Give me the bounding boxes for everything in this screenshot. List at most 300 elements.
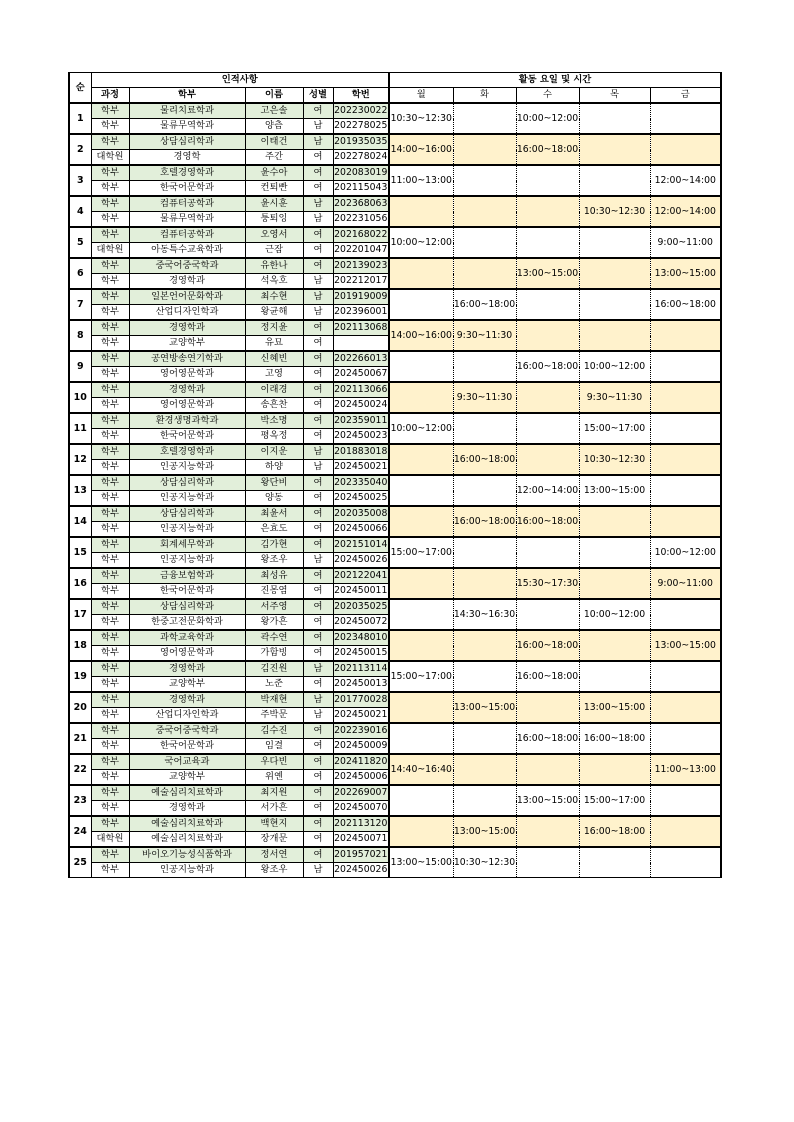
student-id-cell: 202450026 — [333, 863, 389, 878]
name-cell: 왕가흔 — [245, 615, 303, 631]
name-cell: 박소명 — [245, 413, 303, 429]
name-cell: 주박문 — [245, 708, 303, 724]
student-id-cell: 201919009 — [333, 289, 389, 305]
time-slot-tue — [453, 785, 516, 816]
time-slot-fri — [650, 506, 721, 537]
name-cell: 퉁퇴잉 — [245, 212, 303, 228]
schedule-group — [69, 413, 721, 444]
time-slot-wed: 16:00~18:00 — [516, 351, 579, 382]
course-cell: 학부 — [91, 320, 129, 336]
student-id-cell: 202113120 — [333, 816, 389, 832]
schedule-group — [69, 165, 721, 196]
department-cell: 인공지능학과 — [129, 522, 245, 538]
time-slot-wed: 13:00~15:00 — [516, 785, 579, 816]
gender-cell: 여 — [303, 398, 333, 414]
time-slot-thu — [579, 289, 650, 320]
time-slot-thu: 16:00~18:00 — [579, 723, 650, 754]
student-id-cell: 202035025 — [333, 599, 389, 615]
time-slot-mon: 10:00~12:00 — [389, 413, 453, 444]
course-cell: 학부 — [91, 444, 129, 460]
time-slot-tue: 13:00~15:00 — [453, 692, 516, 723]
schedule-group — [69, 227, 721, 258]
student-id-cell: 202450011 — [333, 584, 389, 600]
student-id-cell: 201935035 — [333, 134, 389, 150]
time-slot-wed — [516, 413, 579, 444]
table-header — [69, 73, 721, 104]
schedule-group — [69, 103, 721, 134]
gender-cell: 여 — [303, 537, 333, 553]
day-header-mon: 월 — [389, 88, 453, 104]
gender-cell: 여 — [303, 165, 333, 181]
course-cell: 학부 — [91, 708, 129, 724]
seq-number: 9 — [69, 351, 91, 382]
gender-cell: 여 — [303, 367, 333, 383]
table-row — [69, 134, 721, 150]
department-cell: 한국어문학과 — [129, 739, 245, 755]
student-id-cell: 202139023 — [333, 258, 389, 274]
seq-number: 25 — [69, 847, 91, 878]
schedule-group — [69, 661, 721, 692]
gender-cell: 남 — [303, 274, 333, 290]
time-slot-tue: 9:30~11:30 — [453, 320, 516, 351]
schedule-group — [69, 630, 721, 661]
schedule-group — [69, 537, 721, 568]
time-slot-tue — [453, 413, 516, 444]
name-cell: 석옥호 — [245, 274, 303, 290]
student-id-cell: 202278025 — [333, 119, 389, 135]
name-cell: 최수현 — [245, 289, 303, 305]
time-slot-mon — [389, 444, 453, 475]
student-id-cell: 202450015 — [333, 646, 389, 662]
time-slot-thu — [579, 630, 650, 661]
day-header-tue: 화 — [453, 88, 516, 104]
department-cell: 인공지능학과 — [129, 553, 245, 569]
time-slot-wed — [516, 847, 579, 878]
course-cell: 학부 — [91, 677, 129, 693]
course-cell: 대학원 — [91, 150, 129, 166]
table-row — [69, 537, 721, 553]
name-cell: 왕단비 — [245, 475, 303, 491]
gender-cell: 여 — [303, 599, 333, 615]
table-row — [69, 165, 721, 181]
time-slot-wed — [516, 816, 579, 847]
seq-header: 순 — [69, 73, 91, 104]
time-slot-fri: 9:00~11:00 — [650, 227, 721, 258]
time-slot-fri — [650, 816, 721, 847]
department-cell: 인공지능학과 — [129, 491, 245, 507]
seq-number: 22 — [69, 754, 91, 785]
time-slot-fri — [650, 723, 721, 754]
time-slot-thu — [579, 847, 650, 878]
student-id-cell: 202335040 — [333, 475, 389, 491]
name-cell: 은효도 — [245, 522, 303, 538]
time-slot-wed: 16:00~18:00 — [516, 506, 579, 537]
course-cell: 학부 — [91, 537, 129, 553]
time-slot-thu — [579, 754, 650, 785]
time-slot-thu: 15:00~17:00 — [579, 785, 650, 816]
department-cell: 산업디자인학과 — [129, 305, 245, 321]
course-cell: 학부 — [91, 553, 129, 569]
department-cell: 상담심리학과 — [129, 599, 245, 615]
time-slot-wed — [516, 289, 579, 320]
name-cell: 서주영 — [245, 599, 303, 615]
student-id-cell: 202035008 — [333, 506, 389, 522]
gender-cell: 여 — [303, 615, 333, 631]
student-id-cell: 202083019 — [333, 165, 389, 181]
time-slot-mon: 11:00~13:00 — [389, 165, 453, 196]
department-cell: 상담심리학과 — [129, 506, 245, 522]
schedule-group — [69, 258, 721, 289]
time-slot-thu — [579, 537, 650, 568]
name-cell: 서가흔 — [245, 801, 303, 817]
time-slot-thu: 15:00~17:00 — [579, 413, 650, 444]
table-row — [69, 692, 721, 708]
time-slot-thu: 13:00~15:00 — [579, 475, 650, 506]
course-cell: 학부 — [91, 274, 129, 290]
time-slot-thu: 10:30~12:30 — [579, 196, 650, 227]
table-row — [69, 847, 721, 863]
seq-number: 21 — [69, 723, 91, 754]
student-id-cell: 202450024 — [333, 398, 389, 414]
seq-number: 17 — [69, 599, 91, 630]
seq-number: 2 — [69, 134, 91, 165]
gender-cell: 여 — [303, 258, 333, 274]
name-cell: 장개문 — [245, 832, 303, 848]
time-slot-thu — [579, 568, 650, 599]
gender-cell: 남 — [303, 212, 333, 228]
schedule-group — [69, 754, 721, 785]
course-cell: 학부 — [91, 584, 129, 600]
name-cell: 정서연 — [245, 847, 303, 863]
department-cell: 경영학과 — [129, 801, 245, 817]
course-cell: 학부 — [91, 181, 129, 197]
name-cell: 신혜빈 — [245, 351, 303, 367]
time-slot-fri: 9:00~11:00 — [650, 568, 721, 599]
schedule-group — [69, 692, 721, 723]
seq-number: 7 — [69, 289, 91, 320]
student-id-cell — [333, 336, 389, 352]
gender-cell: 여 — [303, 568, 333, 584]
time-slot-tue — [453, 258, 516, 289]
time-slot-thu: 9:30~11:30 — [579, 382, 650, 413]
time-slot-thu — [579, 320, 650, 351]
time-slot-thu — [579, 661, 650, 692]
gender-cell: 여 — [303, 506, 333, 522]
seq-number: 15 — [69, 537, 91, 568]
time-slot-mon: 15:00~17:00 — [389, 537, 453, 568]
course-cell: 학부 — [91, 305, 129, 321]
gender-cell: 여 — [303, 336, 333, 352]
course-cell: 학부 — [91, 413, 129, 429]
time-slot-tue — [453, 196, 516, 227]
gender-cell: 여 — [303, 351, 333, 367]
time-slot-fri — [650, 599, 721, 630]
schedule-group — [69, 723, 721, 754]
student-id-cell: 202239016 — [333, 723, 389, 739]
gender-cell: 여 — [303, 181, 333, 197]
gender-cell: 여 — [303, 320, 333, 336]
time-slot-mon: 10:30~12:30 — [389, 103, 453, 134]
name-cell: 왕조우 — [245, 553, 303, 569]
student-id-cell: 202450009 — [333, 739, 389, 755]
student-id-header: 학번 — [333, 88, 389, 104]
time-slot-fri — [650, 103, 721, 134]
schedule-group — [69, 785, 721, 816]
course-cell: 학부 — [91, 801, 129, 817]
time-slot-thu: 10:30~12:30 — [579, 444, 650, 475]
student-id-cell: 202450026 — [333, 553, 389, 569]
time-slot-wed: 16:00~18:00 — [516, 661, 579, 692]
gender-cell: 남 — [303, 460, 333, 476]
name-cell: 유묘 — [245, 336, 303, 352]
day-header-wed: 수 — [516, 88, 579, 104]
gender-cell: 여 — [303, 243, 333, 259]
seq-number: 14 — [69, 506, 91, 537]
department-cell: 한국어문학과 — [129, 584, 245, 600]
gender-cell: 여 — [303, 785, 333, 801]
time-slot-tue: 13:00~15:00 — [453, 816, 516, 847]
course-cell: 학부 — [91, 398, 129, 414]
table-row — [69, 196, 721, 212]
student-id-cell: 202278024 — [333, 150, 389, 166]
schedule-group — [69, 196, 721, 227]
department-cell: 경영학과 — [129, 692, 245, 708]
gender-cell: 남 — [303, 305, 333, 321]
course-cell: 학부 — [91, 692, 129, 708]
table-row — [69, 816, 721, 832]
time-slot-fri: 10:00~12:00 — [650, 537, 721, 568]
time-slot-mon: 14:40~16:40 — [389, 754, 453, 785]
course-cell: 학부 — [91, 491, 129, 507]
table-row — [69, 258, 721, 274]
time-slot-mon: 13:00~15:00 — [389, 847, 453, 878]
table-row — [69, 475, 721, 491]
student-id-cell: 202113066 — [333, 382, 389, 398]
time-slot-fri — [650, 413, 721, 444]
gender-cell: 여 — [303, 677, 333, 693]
time-slot-fri — [650, 351, 721, 382]
time-slot-mon — [389, 816, 453, 847]
department-cell: 영어영문학과 — [129, 646, 245, 662]
name-cell: 김가현 — [245, 537, 303, 553]
time-slot-fri — [650, 785, 721, 816]
department-cell: 예술심리치료학과 — [129, 832, 245, 848]
time-slot-wed — [516, 382, 579, 413]
name-cell: 진몽염 — [245, 584, 303, 600]
schedule-group — [69, 568, 721, 599]
table-row — [69, 599, 721, 615]
time-slot-wed: 15:30~17:30 — [516, 568, 579, 599]
time-slot-tue: 16:00~18:00 — [453, 506, 516, 537]
table-row — [69, 785, 721, 801]
time-slot-fri — [650, 320, 721, 351]
table-row — [69, 444, 721, 460]
student-id-cell: 202359011 — [333, 413, 389, 429]
name-cell: 가함빙 — [245, 646, 303, 662]
department-cell: 금융보험학과 — [129, 568, 245, 584]
course-cell: 학부 — [91, 429, 129, 445]
time-slot-tue: 14:30~16:30 — [453, 599, 516, 630]
student-id-cell: 202230022 — [333, 103, 389, 119]
time-slot-mon: 15:00~17:00 — [389, 661, 453, 692]
student-id-cell: 202450013 — [333, 677, 389, 693]
department-cell: 인공지능학과 — [129, 460, 245, 476]
personal-info-header: 인적사항 — [91, 73, 389, 88]
course-cell: 학부 — [91, 227, 129, 243]
gender-cell: 여 — [303, 150, 333, 166]
department-cell: 공연방송연기학과 — [129, 351, 245, 367]
course-cell: 학부 — [91, 289, 129, 305]
time-slot-tue — [453, 475, 516, 506]
course-cell: 학부 — [91, 134, 129, 150]
schedule-group — [69, 134, 721, 165]
department-cell: 경영학과 — [129, 382, 245, 398]
name-header: 이름 — [245, 88, 303, 104]
time-slot-mon — [389, 506, 453, 537]
time-slot-fri — [650, 444, 721, 475]
student-id-cell: 201883018 — [333, 444, 389, 460]
time-slot-mon — [389, 599, 453, 630]
gender-cell: 남 — [303, 444, 333, 460]
course-cell: 학부 — [91, 196, 129, 212]
time-slot-tue: 9:30~11:30 — [453, 382, 516, 413]
name-cell: 평옥정 — [245, 429, 303, 445]
schedule-group — [69, 382, 721, 413]
name-cell: 김진원 — [245, 661, 303, 677]
gender-cell: 여 — [303, 754, 333, 770]
time-slot-wed: 12:00~14:00 — [516, 475, 579, 506]
activity-time-header: 활동 요일 및 시간 — [389, 73, 721, 88]
table-row — [69, 382, 721, 398]
time-slot-tue — [453, 723, 516, 754]
table-row — [69, 103, 721, 119]
department-cell: 한중고전문화학과 — [129, 615, 245, 631]
time-slot-wed — [516, 320, 579, 351]
time-slot-wed: 16:00~18:00 — [516, 134, 579, 165]
course-cell: 학부 — [91, 615, 129, 631]
time-slot-fri — [650, 475, 721, 506]
course-cell: 학부 — [91, 630, 129, 646]
time-slot-mon — [389, 289, 453, 320]
table-row — [69, 754, 721, 770]
time-slot-wed — [516, 196, 579, 227]
course-cell: 학부 — [91, 568, 129, 584]
student-id-cell: 202450067 — [333, 367, 389, 383]
time-slot-thu: 16:00~18:00 — [579, 816, 650, 847]
time-slot-mon — [389, 785, 453, 816]
schedule-group — [69, 351, 721, 382]
time-slot-wed: 16:00~18:00 — [516, 723, 579, 754]
gender-cell: 여 — [303, 739, 333, 755]
name-cell: 노준 — [245, 677, 303, 693]
time-slot-wed — [516, 599, 579, 630]
student-id-cell: 202411820 — [333, 754, 389, 770]
student-id-cell: 202212017 — [333, 274, 389, 290]
student-id-cell: 202113114 — [333, 661, 389, 677]
time-slot-fri: 16:00~18:00 — [650, 289, 721, 320]
seq-number: 6 — [69, 258, 91, 289]
course-cell: 학부 — [91, 460, 129, 476]
gender-cell: 여 — [303, 723, 333, 739]
name-cell: 근잠 — [245, 243, 303, 259]
time-slot-fri — [650, 692, 721, 723]
name-cell: 오영서 — [245, 227, 303, 243]
department-cell: 물리치료학과 — [129, 103, 245, 119]
student-id-cell: 201957021 — [333, 847, 389, 863]
student-id-cell: 202450071 — [333, 832, 389, 848]
department-cell: 중국어중국학과 — [129, 723, 245, 739]
gender-cell: 여 — [303, 382, 333, 398]
gender-cell: 남 — [303, 289, 333, 305]
seq-number: 20 — [69, 692, 91, 723]
student-id-cell: 202115043 — [333, 181, 389, 197]
department-cell: 물류무역학과 — [129, 212, 245, 228]
course-cell: 학부 — [91, 382, 129, 398]
time-slot-tue: 10:30~12:30 — [453, 847, 516, 878]
student-id-cell: 202450070 — [333, 801, 389, 817]
name-cell: 양동 — [245, 491, 303, 507]
schedule-group — [69, 444, 721, 475]
gender-cell: 남 — [303, 708, 333, 724]
course-cell: 학부 — [91, 723, 129, 739]
course-header: 과정 — [91, 88, 129, 104]
name-cell: 양츰 — [245, 119, 303, 135]
student-id-cell: 202122041 — [333, 568, 389, 584]
course-cell: 학부 — [91, 785, 129, 801]
time-slot-mon — [389, 630, 453, 661]
time-slot-mon — [389, 258, 453, 289]
gender-cell: 여 — [303, 630, 333, 646]
student-id-cell: 202368063 — [333, 196, 389, 212]
name-cell: 하양 — [245, 460, 303, 476]
department-cell: 과학교육학과 — [129, 630, 245, 646]
course-cell: 학부 — [91, 212, 129, 228]
time-slot-thu — [579, 506, 650, 537]
department-cell: 교양학부 — [129, 770, 245, 786]
time-slot-tue — [453, 351, 516, 382]
seq-number: 11 — [69, 413, 91, 444]
name-cell: 고영 — [245, 367, 303, 383]
time-slot-fri: 12:00~14:00 — [650, 196, 721, 227]
gender-cell: 남 — [303, 692, 333, 708]
time-slot-mon: 10:00~12:00 — [389, 227, 453, 258]
department-cell: 산업디자인학과 — [129, 708, 245, 724]
gender-cell: 여 — [303, 770, 333, 786]
table-row — [69, 227, 721, 243]
student-id-cell: 202348010 — [333, 630, 389, 646]
time-slot-tue — [453, 165, 516, 196]
gender-cell: 여 — [303, 847, 333, 863]
gender-cell: 남 — [303, 863, 333, 878]
course-cell: 학부 — [91, 599, 129, 615]
table-row — [69, 630, 721, 646]
time-slot-tue — [453, 134, 516, 165]
course-cell: 대학원 — [91, 243, 129, 259]
schedule-group — [69, 847, 721, 878]
gender-cell: 남 — [303, 661, 333, 677]
time-slot-tue — [453, 227, 516, 258]
gender-cell: 여 — [303, 522, 333, 538]
student-id-cell: 202396001 — [333, 305, 389, 321]
course-cell: 학부 — [91, 351, 129, 367]
gender-cell: 여 — [303, 227, 333, 243]
department-cell: 일본언어문화학과 — [129, 289, 245, 305]
student-id-cell: 202450066 — [333, 522, 389, 538]
schedule-group — [69, 599, 721, 630]
time-slot-thu — [579, 227, 650, 258]
schedule-group — [69, 475, 721, 506]
time-slot-fri: 13:00~15:00 — [650, 630, 721, 661]
